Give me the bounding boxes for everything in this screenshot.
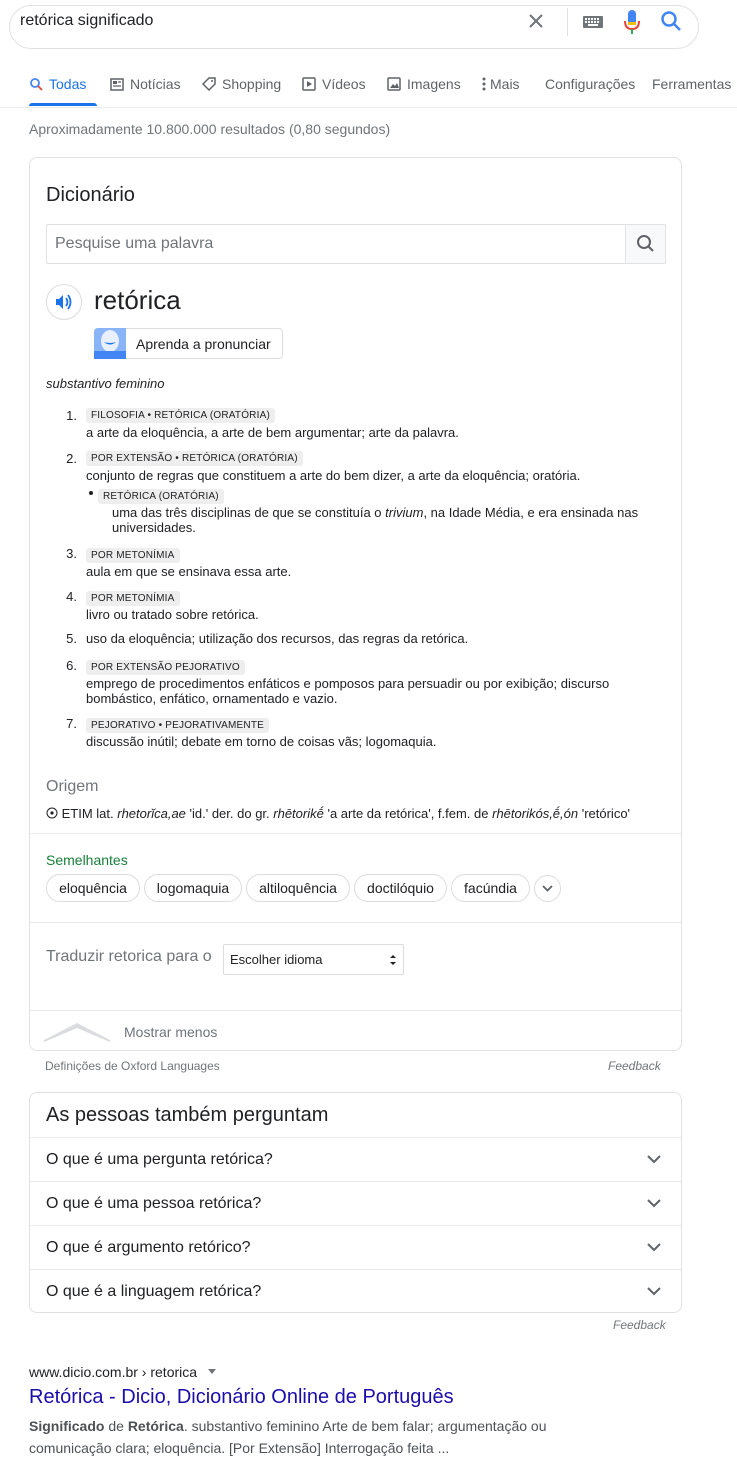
- result-snippet: Significado de Retórica. substantivo feminino Arte de bem falar; argumentação ou comunicação clara; eloquência. [Por Extensão] Interrogação feita ...: [29, 1418, 547, 1456]
- tab-label: Ferramentas: [652, 76, 732, 92]
- definition-text: uso da eloquência; utilização dos recursos, das regras da retórica.: [86, 631, 469, 646]
- caret-down-icon[interactable]: [207, 1369, 217, 1375]
- definition-tag: POR METONÍMIA: [86, 588, 180, 606]
- show-less-button[interactable]: Mostrar menos: [124, 1024, 218, 1040]
- image-icon: [387, 77, 401, 91]
- tab-label: Vídeos: [322, 76, 366, 92]
- tab-imagens[interactable]: [387, 76, 461, 92]
- divider: [30, 922, 681, 923]
- origin-heading: Origem: [46, 778, 99, 795]
- search-icon: [29, 77, 43, 91]
- definition-tag: POR EXTENSÃO • RETÓRICA (ORATÓRIA): [86, 448, 303, 466]
- dictionary-source: Definições de Oxford Languages: [45, 1059, 220, 1073]
- definition-number: 2.: [66, 451, 77, 466]
- divider: [30, 1137, 681, 1138]
- tab-videos[interactable]: [302, 76, 366, 92]
- definition-text-cont: bombástico, enfático, ornamentado e vazio.: [86, 691, 338, 706]
- definition-text: emprego de procedimentos enfáticos e pomposos para persuadir ou por exibição; discurso: [86, 676, 610, 691]
- similar-heading: Semelhantes: [46, 852, 128, 868]
- search-icon: [626, 225, 665, 263]
- tab-ferramentas[interactable]: [652, 76, 731, 92]
- translate-label: Traduzir retorica para o: [46, 948, 212, 965]
- paa-question[interactable]: O que é a linguagem retórica?: [46, 1283, 262, 1300]
- tab-noticias[interactable]: [110, 76, 181, 92]
- paa-question[interactable]: O que é argumento retórico?: [46, 1239, 251, 1256]
- tab-configuracoes[interactable]: [545, 76, 635, 92]
- language-select-value: Escolher idioma: [230, 952, 323, 967]
- chevron-down-icon[interactable]: [647, 1154, 661, 1164]
- bullet: [89, 491, 93, 495]
- definition-tag: FILOSOFIA • RETÓRICA (ORATÓRIA): [86, 405, 275, 423]
- play-icon: [302, 77, 316, 91]
- close-icon[interactable]: [523, 8, 549, 34]
- definition-number: 3.: [66, 546, 77, 561]
- definition-text: aula em que se ensinava essa arte.: [86, 564, 292, 579]
- similar-chip[interactable]: altiloquência: [246, 874, 350, 902]
- chevron-up-icon[interactable]: [44, 1020, 110, 1042]
- similar-chip[interactable]: facúndia: [451, 874, 530, 902]
- definition-text: a arte da eloquência, a arte de bem argumentar; arte da palavra.: [86, 425, 459, 440]
- similar-chip[interactable]: logomaquia: [144, 874, 242, 902]
- tabs-divider: [0, 107, 737, 108]
- definition-text: conjunto de regras que constituem a arte do bem dizer, a arte da eloquência; oratória.: [86, 468, 581, 483]
- etymology-icon: [46, 807, 58, 819]
- definition-text: livro ou tratado sobre retórica.: [86, 607, 259, 622]
- similar-chip[interactable]: doctilóquio: [354, 874, 447, 902]
- result-stats: Aproximadamente 10.800.000 resultados (0,80 segundos): [29, 121, 391, 137]
- word-search-placeholder: Pesquise uma palavra: [55, 235, 214, 252]
- divider: [30, 1225, 681, 1226]
- tag-icon: [202, 77, 216, 91]
- definition-number: 1.: [66, 408, 77, 423]
- word-search-button[interactable]: [625, 224, 666, 264]
- divider: [30, 833, 681, 834]
- chevron-down-icon[interactable]: [647, 1286, 661, 1296]
- search-input[interactable]: retórica significado: [20, 12, 154, 29]
- tab-todas[interactable]: [29, 76, 86, 92]
- chevron-down-icon: [535, 876, 560, 901]
- dictionary-title: Dicionário: [46, 184, 135, 206]
- origin-text: ETIM lat. rhetorĭca,ae 'id.' der. do gr. rhētorikḗ 'a arte da retórica', f.fem. de rhētorikós,ḗ,ón 'retórico': [46, 806, 630, 821]
- part-of-speech: substantivo feminino: [46, 376, 165, 391]
- mouth-icon: [94, 328, 126, 359]
- tab-label: Mais: [490, 76, 520, 92]
- result-url[interactable]: www.dicio.com.br › retorica: [29, 1364, 217, 1380]
- divider: [30, 1181, 681, 1182]
- dictionary-word: retórica: [94, 285, 181, 315]
- definition-tag: PEJORATIVO • PEJORATIVAMENTE: [86, 715, 269, 733]
- result-title-link[interactable]: Retórica - Dicio, Dicionário Online de Português: [29, 1386, 454, 1408]
- definition-tag: RETÓRICA (ORATÓRIA): [98, 486, 224, 504]
- definition-number: 7.: [66, 716, 77, 731]
- tab-shopping[interactable]: [202, 76, 281, 92]
- definition-tag: POR METONÍMIA: [86, 545, 180, 563]
- search-icon[interactable]: [658, 8, 684, 34]
- divider: [30, 1010, 681, 1011]
- tab-label: Todas: [49, 76, 87, 92]
- paa-question[interactable]: O que é uma pergunta retórica?: [46, 1151, 273, 1168]
- tab-mais[interactable]: [482, 76, 520, 92]
- search-divider: [567, 8, 568, 36]
- newspaper-icon: [110, 78, 124, 91]
- definition-tag: POR EXTENSÃO PEJORATIVO: [86, 657, 245, 675]
- paa-heading: As pessoas também perguntam: [46, 1104, 329, 1126]
- definition-number: 4.: [66, 589, 77, 604]
- chevron-down-icon[interactable]: [647, 1242, 661, 1252]
- tab-label: Notícias: [130, 76, 181, 92]
- paa-question[interactable]: O que é uma pessoa retórica?: [46, 1195, 262, 1212]
- sub-definition-text-cont: universidades.: [112, 520, 196, 535]
- feedback-link[interactable]: Feedback: [613, 1318, 666, 1332]
- definition-number: 6.: [66, 658, 77, 673]
- active-tab-indicator: [29, 103, 97, 106]
- tab-label: Shopping: [222, 76, 282, 92]
- definition-text: discussão inútil; debate em torno de coisas vãs; logomaquia.: [86, 734, 437, 749]
- divider: [30, 1269, 681, 1270]
- speaker-icon: [47, 285, 81, 319]
- select-arrows-icon: [388, 950, 398, 970]
- tab-label: Imagens: [407, 76, 461, 92]
- sub-definition-text: uma das três disciplinas de que se constituía o trivium, na Idade Média, e era ensinada nas: [112, 505, 639, 520]
- keyboard-icon[interactable]: [582, 14, 604, 30]
- more-vert-icon: [482, 77, 486, 91]
- similar-more-button[interactable]: [534, 875, 561, 902]
- tab-label: Configurações: [545, 76, 636, 92]
- feedback-link[interactable]: Feedback: [608, 1059, 661, 1073]
- definition-number: 5.: [66, 631, 77, 646]
- pronounce-audio-button[interactable]: [46, 284, 82, 320]
- chevron-down-icon[interactable]: [647, 1198, 661, 1208]
- microphone-icon[interactable]: [622, 8, 642, 36]
- learn-pronounce-label: Aprenda a pronunciar: [136, 336, 271, 352]
- similar-chip[interactable]: eloquência: [46, 874, 140, 902]
